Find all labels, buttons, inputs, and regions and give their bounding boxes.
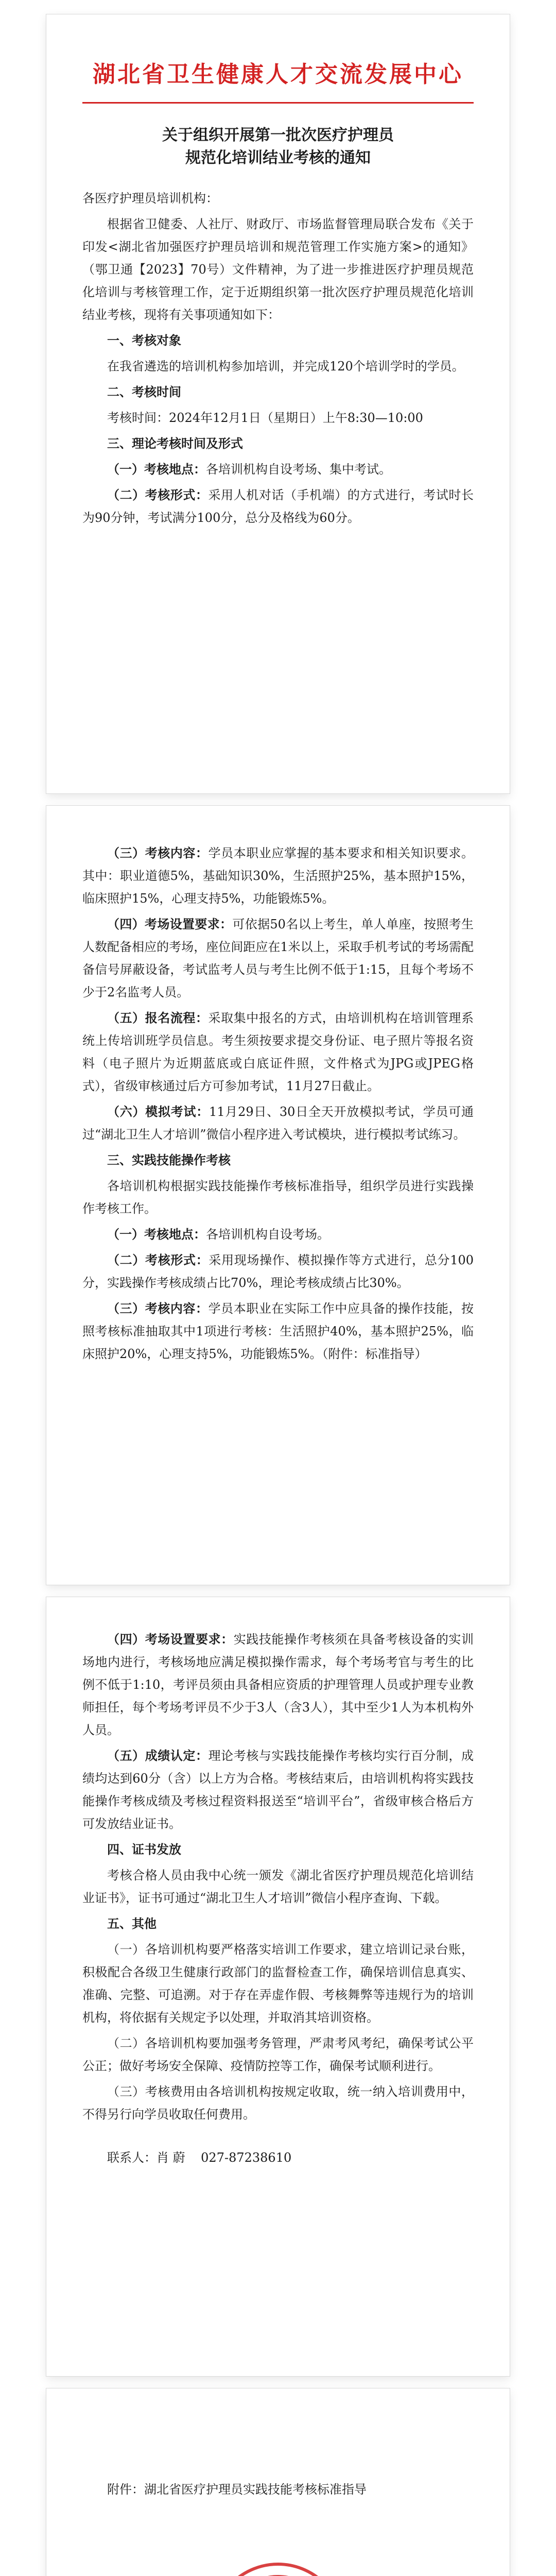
s3-item-4: [82, 913, 474, 1004]
s4-item-5-text: 理论考核与实践技能操作考核均实行百分制，成绩均达到60分（含）以上方为合格。考核结束后，由培训机构将实践技能操作考核成绩及考核过程资料报送至“培训平台”，省级审核合格后方可发放结业证书。: [82, 1749, 474, 1831]
s3-item-1: [82, 458, 474, 481]
section-5-body: 考核合格人员由我中心统一颁发《湖北省医疗护理员规范化培训结业证书》，证书可通过“湖北卫生人才培训”微信小程序查询、下载。: [82, 1868, 474, 1905]
contact-label: 联系人：: [107, 2150, 157, 2165]
contact-phone: 027-87238610: [201, 2150, 292, 2165]
section-4-heading: 三、实践技能操作考核: [107, 1153, 231, 1167]
attachment-line: 附件：湖北省医疗护理员实践技能考核标准指导: [107, 2482, 367, 2497]
document-page-2: [46, 806, 510, 1585]
s3-item-3-text: 学员本职业应掌握的基本要求和相关知识要求。其中：职业道德5%，基础知识30%，生活照护25%，基本照护15%，临床照护15%，心理支持5%，功能锻炼5%。: [82, 846, 474, 906]
s4-item-2-label: （二）考核形式：: [107, 1252, 209, 1267]
s3-item-4-label: （四）考场设置要求：: [107, 917, 233, 931]
s3-item-2-text: 采用人机对话（手机端）的方式进行，考试时长为90分钟，考试满分100分，总分及格线为60分。: [82, 488, 474, 525]
section-3-heading: 三、理论考核时间及形式: [107, 436, 243, 451]
s6-paragraph-1: （一）各培训机构要严格落实培训工作要求，建立培训记录台账，积极配合各级卫生健康行政部门的监督检查工作，确保培训信息真实、准确、完整、可追溯。对于存在弄虚作假、考核舞弊等违规行为的培训机构，将依据有关规定予以处理，并取消其培训资格。: [82, 1942, 474, 2025]
title-line-1: 关于组织开展第一批次医疗护理员: [162, 126, 394, 144]
s4-item-3-text: 学员本职业在实际工作中应具备的操作技能，按照考核标准抽取其中1项进行考核：生活照护40%，基本照护25%，临床照护20%，心理支持5%，功能锻炼5%。（附件：标准指导）: [82, 1301, 474, 1361]
red-header-line: [82, 102, 474, 104]
s4-item-2-text: 采用现场操作、模拟操作等方式进行，总分100分，实践操作考核成绩占比70%，理论考核成绩占比30%。: [82, 1253, 474, 1290]
s4-item-1-label: （一）考核地点：: [107, 1227, 206, 1242]
s6-paragraph-3: （三）考核费用由各培训机构按规定收取，统一纳入培训费用中，不得另行向学员收取任何费用。: [82, 2084, 474, 2122]
s3-item-3: [82, 842, 474, 910]
s3-item-5-text: 采取集中报名的方式，由培训机构在培训管理系统上传培训班学员信息。考生须按要求提交身份证、电子照片等报名资料（电子照片为近期蓝底或白底证件照，文件格式为JPG或JPEG格式），省级审核通过后方可参加考试，11月27日截止。: [82, 1011, 474, 1093]
section-1-body: 在我省遴选的培训机构参加培训，并完成120个培训学时的学员。: [107, 359, 464, 374]
s4-item-1: [82, 1223, 474, 1246]
s3-item-4-text: 可依据50名以上考生，单人单座，按照考生人数配备相应的考场，座位间距应在1米以上，采取手机考试的考场需配备信号屏蔽设备，考试监考人员与考生比例不低于1:15，且每个考场不少于2名监考人员。: [82, 917, 474, 999]
issuing-organization: 湖北省卫生健康人才交流发展中心: [93, 61, 463, 88]
salutation: 各医疗护理员培训机构：: [82, 191, 218, 206]
section-2-heading: 二、考核时间: [107, 384, 181, 399]
s3-item-1-text: 各培训机构自设考场、集中考试。: [206, 462, 391, 477]
s4-item-4: [82, 1628, 474, 1741]
official-seal-icon: [211, 2563, 345, 2576]
signature-block: [82, 2563, 474, 2576]
title-line-2: 规范化培训结业考核的通知: [185, 149, 371, 167]
intro-paragraph: 根据省卫健委、人社厅、财政厅、市场监督管理局联合发布《关于印发<湖北省加强医疗护理员培训和规范管理工作实施方案>的通知》（鄂卫通【2023】70号）文件精神，为了进一步推进医疗护理员规范化培训与考核管理工作，定于近期组织第一批次医疗护理员规范化培训结业考核，现将有关事项通知如下：: [82, 217, 474, 322]
s3-item-1-label: （一）考核地点：: [107, 462, 206, 477]
s4-item-3: [82, 1297, 474, 1365]
section-5-heading: 四、证书发放: [107, 1842, 181, 1857]
s3-item-6-label: （六）模拟考试：: [107, 1104, 210, 1119]
section-2-body: 考核时间：2024年12月1日（星期日）上午8:30—10:00: [107, 411, 423, 425]
s3-item-5: [82, 1007, 474, 1097]
s4-item-2: [82, 1249, 474, 1294]
document-page-1: [46, 14, 510, 793]
s3-item-3-label: （三）考核内容：: [107, 845, 208, 860]
s4-item-3-label: （三）考核内容：: [107, 1301, 208, 1316]
s3-item-6-text: 11月29日、30日全天开放模拟考试，学员可通过“湖北卫生人才培训”微信小程序进入考试模块，进行模拟考试练习。: [82, 1105, 474, 1142]
s4-item-5: [82, 1744, 474, 1835]
s4-item-1-text: 各培训机构自设考场。: [206, 1227, 329, 1242]
document-title: [82, 124, 474, 170]
contact-line: [82, 2146, 474, 2169]
s3-item-2: [82, 484, 474, 529]
s6-paragraph-2: （二）各培训机构要加强考务管理，严肃考风考纪，确保考试公平公正；做好考场安全保障、疫情防控等工作，确保考试顺利进行。: [82, 2036, 474, 2073]
s3-item-5-label: （五）报名流程：: [107, 1010, 208, 1025]
s4-item-4-text: 实践技能操作考核须在具备考核设备的实训场地内进行，考核场地应满足模拟操作需求，每个考场考官与考生的比例不低于1:10，考评员须由具备相应资质的护理管理人员或护理专业教师担任，每个考场考评员不少于3人（含3人），其中至少1人为本机构外人员。: [82, 1632, 474, 1737]
document-page-4: [46, 2388, 510, 2576]
section-4-body: 各培训机构根据实践技能操作考核标准指导，组织学员进行实践操作考核工作。: [82, 1179, 474, 1216]
section-1-heading: 一、考核对象: [107, 333, 181, 348]
document-page-3: [46, 1597, 510, 2376]
s4-item-4-label: （四）考场设置要求：: [107, 1632, 234, 1647]
section-6-heading: 五、其他: [107, 1916, 157, 1931]
s4-item-5-label: （五）成绩认定：: [107, 1748, 208, 1763]
contact-name: 肖 蔚: [157, 2150, 185, 2165]
s3-item-6: [82, 1100, 474, 1146]
s3-item-2-label: （二）考核形式：: [107, 487, 208, 502]
